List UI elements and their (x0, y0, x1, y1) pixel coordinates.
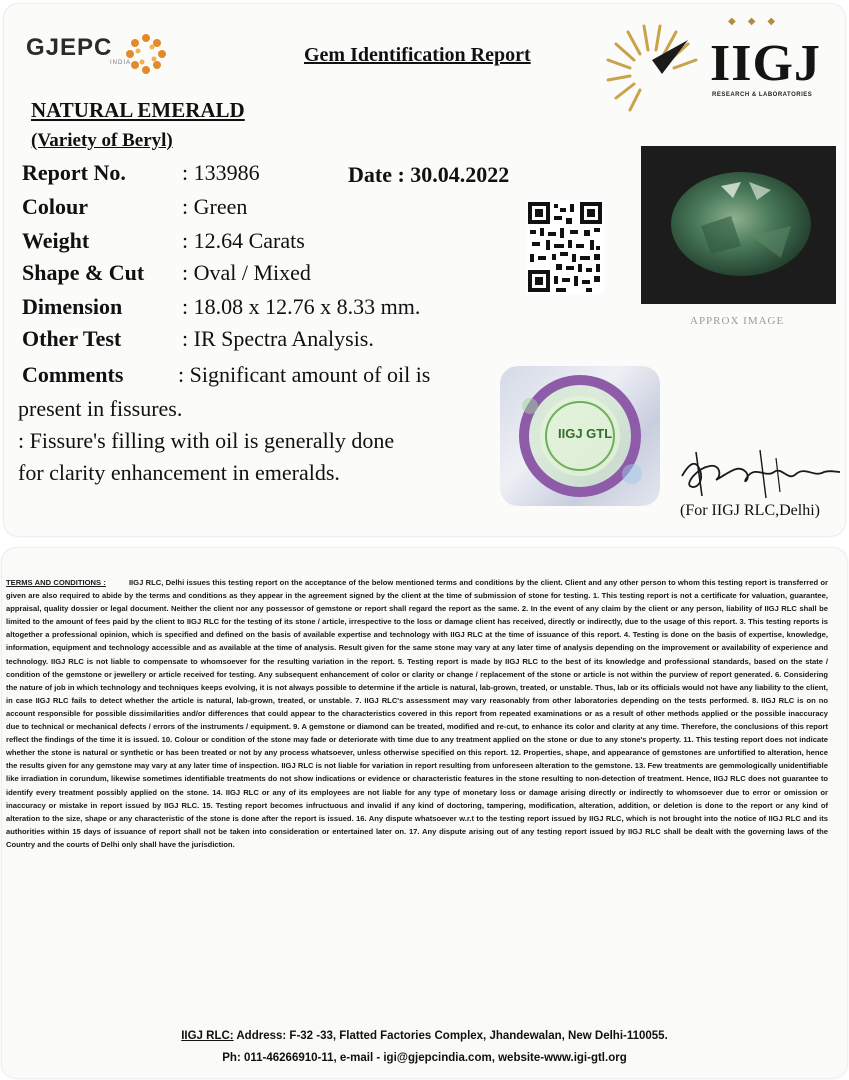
comments-line: for clarity enhancement in emeralds. (18, 460, 340, 485)
qr-code-icon (526, 200, 604, 294)
iigj-stars-icon: ◆◆◆ (728, 16, 788, 27)
emerald-image-icon (641, 146, 836, 304)
signature-icon (676, 442, 844, 502)
field-label: Dimension (22, 294, 123, 319)
report-date: Date : 30.04.2022 (348, 162, 510, 187)
field-value: : 12.64 Carats (182, 228, 305, 253)
field-label: Colour (22, 194, 88, 219)
footer-address (0, 1030, 849, 1042)
field-label: Other Test (22, 326, 122, 351)
report-title: Gem Identification Report (304, 44, 531, 66)
gjepc-logo-icon (118, 26, 174, 82)
field-label: Weight (22, 228, 90, 253)
hologram-seal (500, 366, 660, 506)
gjepc-brand: GJEPC (26, 34, 113, 61)
terms-body: IIGJ RLC, Delhi issues this testing report on the acceptance of the below mentioned terms and conditions by the client. Client and any other person to whom this testing report is transferred or given are also required to abide by the terms and conditions as they appear in the agreement signed by the client at the time of submission of stone for testing. 1. This testing report is not a certificate for valuation, guarantee, appraisal, quality dossier or legal document. Neither the client nor any possessor of gemstone or report shall regard the report as the same. 2. In the event of any claim by the client or any person, liability of IIGJ RLC shall be limited to the amount of fees paid by the client to IIGJ RLC for the testing of its stone / article, irrespective to the loss or damage client has received, directly or indirectly, due to the usage of this report. 3. This testing reports is altogether a professional opinion, which is specified and defined on the basis of available expertise and technology with IIGJ RLC at the time of issuance of this report. 4. Testing is done on the basis of expertise, knowledge, information, equipment and technology accessible and as available at the time of analysis. Result given for the same stone may vary at any later time of analysis depending on the improvement or availability of experience and technology. IIGJ RLC is not liable to compensate to whomsoever for the resulting variation in the report. 5. Testing report is made by IIGJ RLC to the best of its knowledge and professional standards, based on the state / condition of the gemstone or jewellery or article received for testing. Any subsequent enhancement of color or clarity or change / replacement of the stone or article is not within the purview of report generated. 6. Considering the nature of job in which technology and techniques keeps evolving, it is not always possible to determine if the article is natural, lab-grown, treated, or unstable. Thus, lab or its officials would not have any liability to the client, in case IIGJ RLC fails to detect whether the article is natural, lab-grown, treated, or unstable. 7. IIGJ RLC's assessment may vary reasonably from other laboratories depending on the tests performed. 8. IIGJ RLC is on no account responsible for possible dissimilarities and/or differences that could appear to the characteristics covered in this report from repeated examinations or as a result of other methods applied or the possible inaccuracy due to technical or mechanical defects / errors of the instruments / equipment. 9. A gemstone or diamond can be treated, modified and re-cut, to enhance its color and clarity at any time. Therefore, the conclusions of this report reflect the findings of the time it is issued. 10. Colour or condition of the stone may fade or deteriorate with time due to any treatment applied on the stone or due to any stone's property. 11. This testing report does not indicate whether the stone is natural or synthetic or has been treated or not by any process whatsoever, unless otherwise specified on this report. 12. Properties, shape, and appearance of gemstones are unfortified to alteration, hence the results given for any gemstone may vary at any later time of inspection. IIGJ RLC is not liable for variation in report resulting from unforeseen alteration to the gemstone. 13. Few treatments are gemmologically unidentifiable like irradiation in corundum, likewise sometimes identifiable treatments do not show indications or evidence or characteristic features in the stone resulting to non-detection of treatment. Hence, IIGJ RLC does not guarantee to identify every treatment possibly applied on the stone. 14. IIGJ RLC or any of its employees are not liable for any type of monetary loss or damage arising directly or indirectly to whomsoever due to error or omission or inaccuracy or mistake in report issued by IIGJ RLC. 15. Testing report becomes infructuous and invalid if any kind of doctoring, tampering, modification, alteration, addition, or deletion is done to the report or any kind of alteration to the size, shape or any characteristic of the stone is done after the report is issued. 16. Any dispute whatsoever w.r.t to the testing report issued by IIGJ RLC, which is not brought into the notice of IIGJ RLC and its authorities within 15 days of issuance of report shall not be taken into consideration or entertained later on. 17. Any dispute arising out of any testing report issued by IIGJ RLC shall be dealt with the governing laws of the Country and the courts of Delhi only shall have the jurisdiction. (6, 578, 829, 849)
footer-contact: Ph: 011-46266910-11, e-mail - igi@gjepcindia.com, website-www.igi-gtl.org (222, 1052, 627, 1064)
gjepc-sub: INDIA (110, 60, 132, 66)
field-label: Comments (22, 362, 124, 387)
field-value: : Significant amount of oil is (178, 362, 431, 387)
terms-and-conditions (6, 576, 828, 851)
terms-heading: TERMS AND CONDITIONS : (6, 578, 106, 587)
footer-org: IIGJ RLC: (181, 1030, 234, 1042)
field-label: Report No. (22, 160, 126, 185)
comments-line: : Fissure's filling with oil is generally done (18, 428, 395, 453)
field-value: : Green (182, 194, 248, 219)
gem-photo (641, 146, 836, 304)
comments-line: present in fissures. (18, 396, 183, 421)
field-value: : 18.08 x 12.76 x 8.33 mm. (182, 294, 421, 319)
iigj-tagline: RESEARCH & LABORATORIES (712, 92, 813, 98)
image-caption: APPROX IMAGE (690, 315, 785, 327)
stone-name: NATURAL EMERALD (31, 98, 245, 122)
field-value: : Oval / Mixed (182, 260, 311, 285)
stone-variety: (Variety of Beryl) (31, 130, 173, 151)
hologram-text: IIGJ GTL (558, 426, 613, 441)
field-value: : IR Spectra Analysis. (182, 326, 374, 351)
footer-address-text: Address: F-32 -33, Flatted Factories Complex, Jhandewalan, New Delhi-110055. (233, 1030, 668, 1042)
field-label: Shape & Cut (22, 260, 145, 285)
iigj-sunburst-icon (604, 20, 700, 116)
iigj-brand: IIGJ (710, 35, 821, 92)
signature-label: (For IIGJ RLC,Delhi) (680, 502, 820, 519)
field-value: : 133986 (182, 160, 260, 185)
